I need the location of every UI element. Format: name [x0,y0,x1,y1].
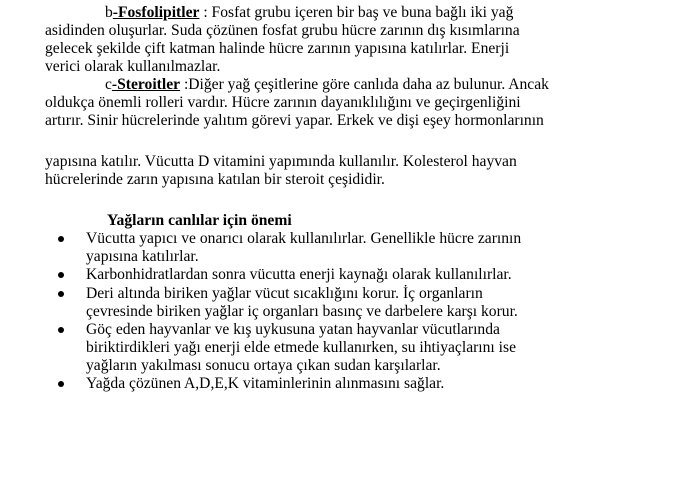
fosfolipitler-line-3: gelecek şekilde çift katman halinde hücre zarının yapısına katılırlar. Enerji [45,40,510,57]
importance-item-2-line-1: Karbonhidratlardan sonra vücutta enerji kaynağı olarak kullanılırlar. [86,266,512,283]
bullet-icon [58,381,64,387]
bullet-icon [58,327,64,333]
steroitler-text-1: :Diğer yağ çeşitlerine göre canlıda daha az bulunur. Ancak [180,76,549,93]
importance-item-1-line-2: yapısına katılırlar. [86,248,199,265]
bullet-icon [58,236,64,242]
fosfolipitler-line-1 [105,4,513,22]
importance-item-5-line-1: Yağda çözünen A,D,E,K vitaminlerinin alınmasını sağlar. [86,375,445,392]
steroitler-line-1 [105,76,549,94]
fosfolipitler-line-4: verici olarak kullanılmazlar. [45,58,221,75]
steroitler-line-2: oldukça önemli rolleri vardır. Hücre zarının dayanıklılığını ve geçirgenliğini [45,94,521,111]
fosfolipitler-term: -Fosfolipitler [112,4,200,21]
fosfolipitler-prefix: b [105,4,113,21]
steroitler-term: -Steroitler [111,76,181,93]
bullet-icon [58,272,64,278]
steroitler-line-3: artırır. Sinir hücrelerinde yalıtım görevi yapar. Erkek ve dişi eşey hormonlarının [45,112,544,129]
importance-item-3-line-1: Deri altında biriken yağlar vücut sıcaklığını korur. İç organların [86,285,483,302]
importance-item-4-line-2: biriktirdikleri yağı enerji elde etmede kullanırken, su ihtiyaçlarını ise [86,339,516,356]
steroitler-line-4: yapısına katılır. Vücutta D vitamini yapımında kullanılır. Kolesterol hayvan [45,153,517,170]
steroitler-prefix: c [105,76,112,93]
importance-heading: Yağların canlılar için önemi [107,212,292,229]
fosfolipitler-line-2: asidinden oluşurlar. Suda çözünen fosfat grubu hücre zarının dış kısımlarına [45,22,520,39]
bullet-icon [58,291,64,297]
importance-item-4-line-3: yağların yakılması sonucu ortaya çıkan sudan karşılarlar. [86,357,441,374]
importance-item-1-line-1: Vücutta yapıcı ve onarıcı olarak kullanılırlar. Genellikle hücre zarının [86,230,522,247]
importance-item-4-line-1: Göç eden hayvanlar ve kış uykusuna yatan hayvanlar vücutlarında [86,321,500,338]
fosfolipitler-text-1: : Fosfat grubu içeren bir baş ve buna bağlı iki yağ [199,4,514,21]
steroitler-line-5: hücrelerinde zarın yapısına katılan bir steroit çeşididir. [45,171,385,188]
importance-item-3-line-2: çevresinde biriken yağlar iç organları basınç ve darbelere karşı korur. [86,303,518,320]
